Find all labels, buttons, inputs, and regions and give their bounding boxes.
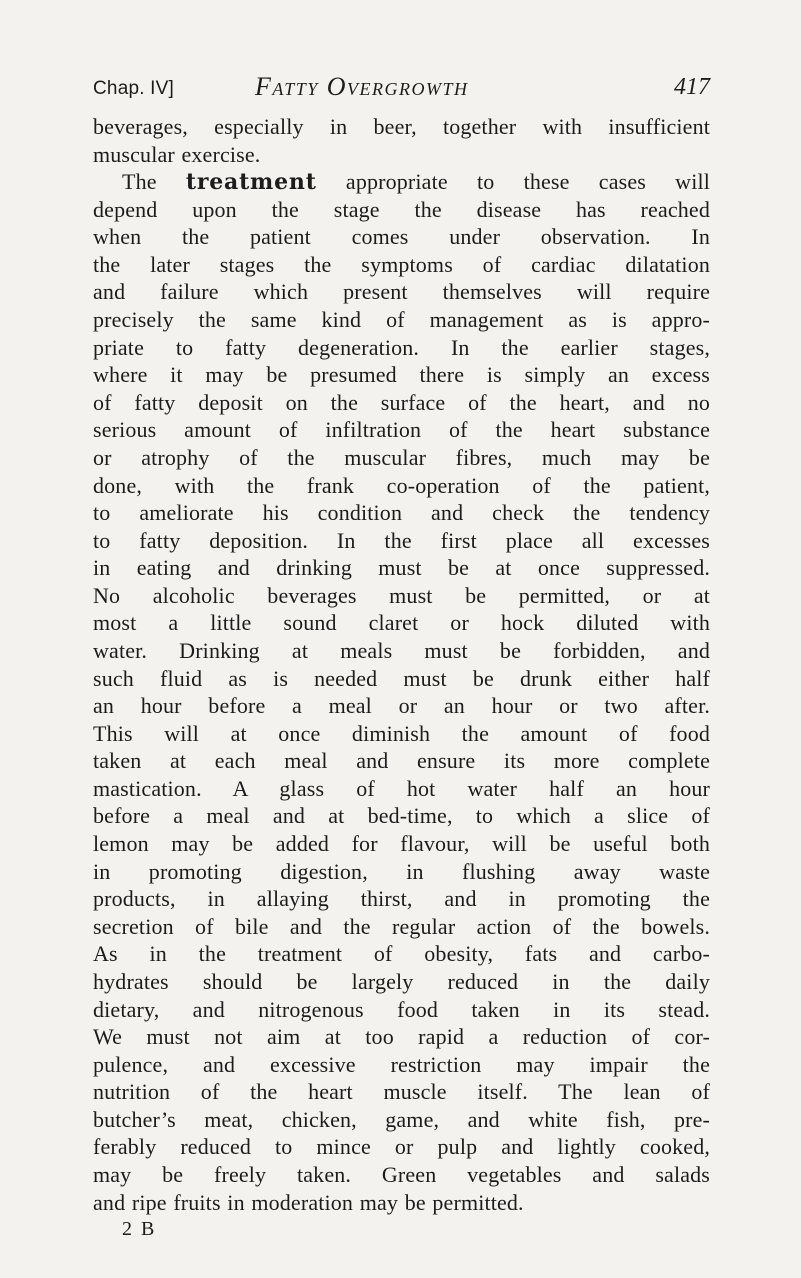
text-line: products, in allaying thirst, and in promoting the: [93, 886, 710, 912]
text-line: where it may be presumed there is simply an excess: [93, 362, 710, 388]
text-line: and ripe fruits in moderation may be permitted.: [93, 1189, 524, 1215]
text-line: [93, 168, 710, 196]
text-line: when the patient comes under observation. In: [93, 224, 710, 250]
text-line: an hour before a meal or an hour or two after.: [93, 693, 710, 719]
text-line: secretion of bile and the regular action of the bowels.: [93, 913, 710, 939]
text-line: muscular exercise.: [93, 141, 261, 167]
text-line: to ameliorate his condition and check the tendency: [93, 500, 710, 526]
text-line: before a meal and at bed-time, to which a slice of: [93, 803, 710, 829]
text-line: water. Drinking at meals must be forbidden, and: [93, 637, 710, 663]
running-title: Fatty Overgrowth: [255, 72, 469, 101]
text-line: As in the treatment of obesity, fats and carbo-: [93, 941, 710, 967]
signature-mark: 2 B: [122, 1218, 157, 1241]
text-line: No alcoholic beverages must be permitted, or at: [93, 582, 710, 608]
running-header: [93, 72, 710, 108]
paragraph-start: The: [122, 169, 157, 195]
text-line: pulence, and excessive restriction may impair the: [93, 1051, 710, 1077]
body-text: [93, 113, 710, 1244]
text-line: beverages, especially in beer, together with insufficient: [93, 114, 710, 139]
text-line: such fluid as is needed must be drunk either half: [93, 665, 710, 691]
text-line: the later stages the symptoms of cardiac dilatation: [93, 251, 710, 277]
text-line: taken at each meal and ensure its more complete: [93, 748, 710, 774]
text-line: and failure which present themselves will require: [93, 279, 710, 305]
text-line: dietary, and nitrogenous food taken in its stead.: [93, 996, 710, 1022]
text-line: may be freely taken. Green vegetables and salads: [93, 1161, 710, 1187]
treatment-heading: treatment: [185, 169, 317, 196]
text-line: butcher’s meat, chicken, game, and white fish, pre-: [93, 1106, 710, 1132]
text-line: mastication. A glass of hot water half an hour: [93, 775, 710, 801]
text-line: This will at once diminish the amount of food: [93, 720, 710, 746]
text-line: most a little sound claret or hock diluted with: [93, 610, 710, 636]
text-line: serious amount of infiltration of the heart substance: [93, 417, 710, 443]
text-line: We must not aim at too rapid a reduction of cor-: [93, 1024, 710, 1050]
text-fragment: appropriate to these cases will: [316, 169, 710, 195]
text-line: lemon may be added for flavour, will be useful both: [93, 831, 710, 857]
text-line: of fatty deposit on the surface of the heart, and no: [93, 389, 710, 415]
text-line: to fatty deposition. In the first place all excesses: [93, 527, 710, 553]
page-number: 417: [674, 74, 710, 100]
text-line: done, with the frank co-operation of the patient,: [93, 472, 710, 498]
text-line: or atrophy of the muscular fibres, much may be: [93, 444, 710, 470]
text-line: in eating and drinking must be at once suppressed.: [93, 555, 710, 581]
text-line: hydrates should be largely reduced in the daily: [93, 968, 710, 994]
text-line: precisely the same kind of management as is appro-: [93, 307, 710, 333]
text-line: in promoting digestion, in flushing away waste: [93, 858, 710, 884]
text-line: ferably reduced to mince or pulp and lightly cooked,: [93, 1134, 710, 1160]
text-line: depend upon the stage the disease has reached: [93, 196, 710, 222]
chapter-label: Chap. IV]: [93, 78, 175, 99]
text-line: priate to fatty degeneration. In the earlier stages,: [93, 334, 710, 360]
text-line: nutrition of the heart muscle itself. The lean of: [93, 1079, 710, 1105]
